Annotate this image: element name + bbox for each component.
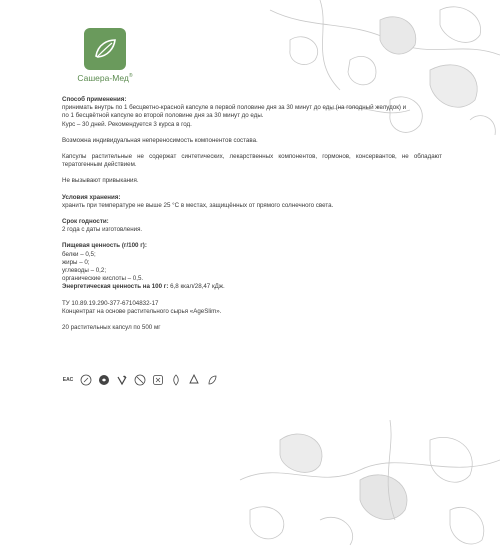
gluten-free-icon bbox=[80, 374, 92, 386]
vegan-icon bbox=[116, 374, 128, 386]
intolerance-note: Возможна индивидуальная непереносимость компонентов состава. bbox=[62, 136, 258, 144]
usage-line: по 1 бесцвётной капсуле во второй половине дня за 30 минут до еды. bbox=[62, 112, 264, 120]
logo-leaf-icon bbox=[84, 28, 126, 70]
no-preservatives-icon bbox=[134, 374, 146, 386]
nutrition-item: органические кислоты – 0,5. bbox=[62, 275, 144, 283]
eco-icon bbox=[206, 374, 218, 386]
storage-title: Условия хранения: bbox=[62, 193, 121, 201]
tu-text: Концентрат на основе растительного сырья «AgeSlim». bbox=[62, 307, 222, 315]
nutrition-item: жиры – 0; bbox=[62, 258, 90, 266]
package-info: 20 растительных капсул по 500 мг bbox=[62, 324, 161, 332]
recycle-icon bbox=[188, 374, 200, 386]
non-gmo-icon bbox=[98, 374, 110, 386]
certification-icons bbox=[62, 374, 218, 386]
shelf-life-title: Срок годности: bbox=[62, 218, 109, 226]
brand-name: Сашера-Мед® bbox=[77, 73, 133, 83]
brand-logo bbox=[60, 28, 150, 83]
usage-line: принимать внутрь по 1 бесцветно-красной капсуле в первой половине дня за 30 минут до еды (на голодный желудок) и bbox=[62, 104, 407, 112]
shelf-life-text: 2 года с даты изготовления. bbox=[62, 226, 143, 234]
nutrition-item: белки – 0,5; bbox=[62, 250, 96, 258]
product-description bbox=[62, 96, 442, 332]
tu-code: ТУ 10.89.19.290-377-67104832-17 bbox=[62, 299, 159, 307]
floral-decoration-bottom bbox=[220, 420, 500, 550]
energy-value-line bbox=[62, 283, 442, 291]
no-alcohol-icon bbox=[152, 374, 164, 386]
nutrition-item: углеводы – 0,2; bbox=[62, 267, 107, 275]
no-sugar-icon bbox=[170, 374, 182, 386]
usage-line: Курс – 30 дней. Рекомендуется 3 курса в год. bbox=[62, 120, 192, 128]
no-addiction-note: Не вызывают привыкания. bbox=[62, 177, 139, 185]
energy-value: 6,8 ккал/28,47 кДж. bbox=[170, 283, 225, 291]
energy-label: Энергетическая ценность на 100 г: bbox=[62, 283, 169, 291]
composition-note: Капсулы растительные не содержат синтетических, лекарственных компонентов, гормонов, консервантов, не обладают тератогенным действием. bbox=[62, 153, 442, 169]
eac-icon: ЕАС bbox=[62, 377, 74, 383]
usage-title: Способ применения: bbox=[62, 96, 127, 103]
storage-text: хранить при температуре не выше 25 °С в местах, защищённых от прямого солнечного света. bbox=[62, 201, 334, 209]
nutrition-title: Пищевая ценность (г/100 г): bbox=[62, 242, 147, 250]
